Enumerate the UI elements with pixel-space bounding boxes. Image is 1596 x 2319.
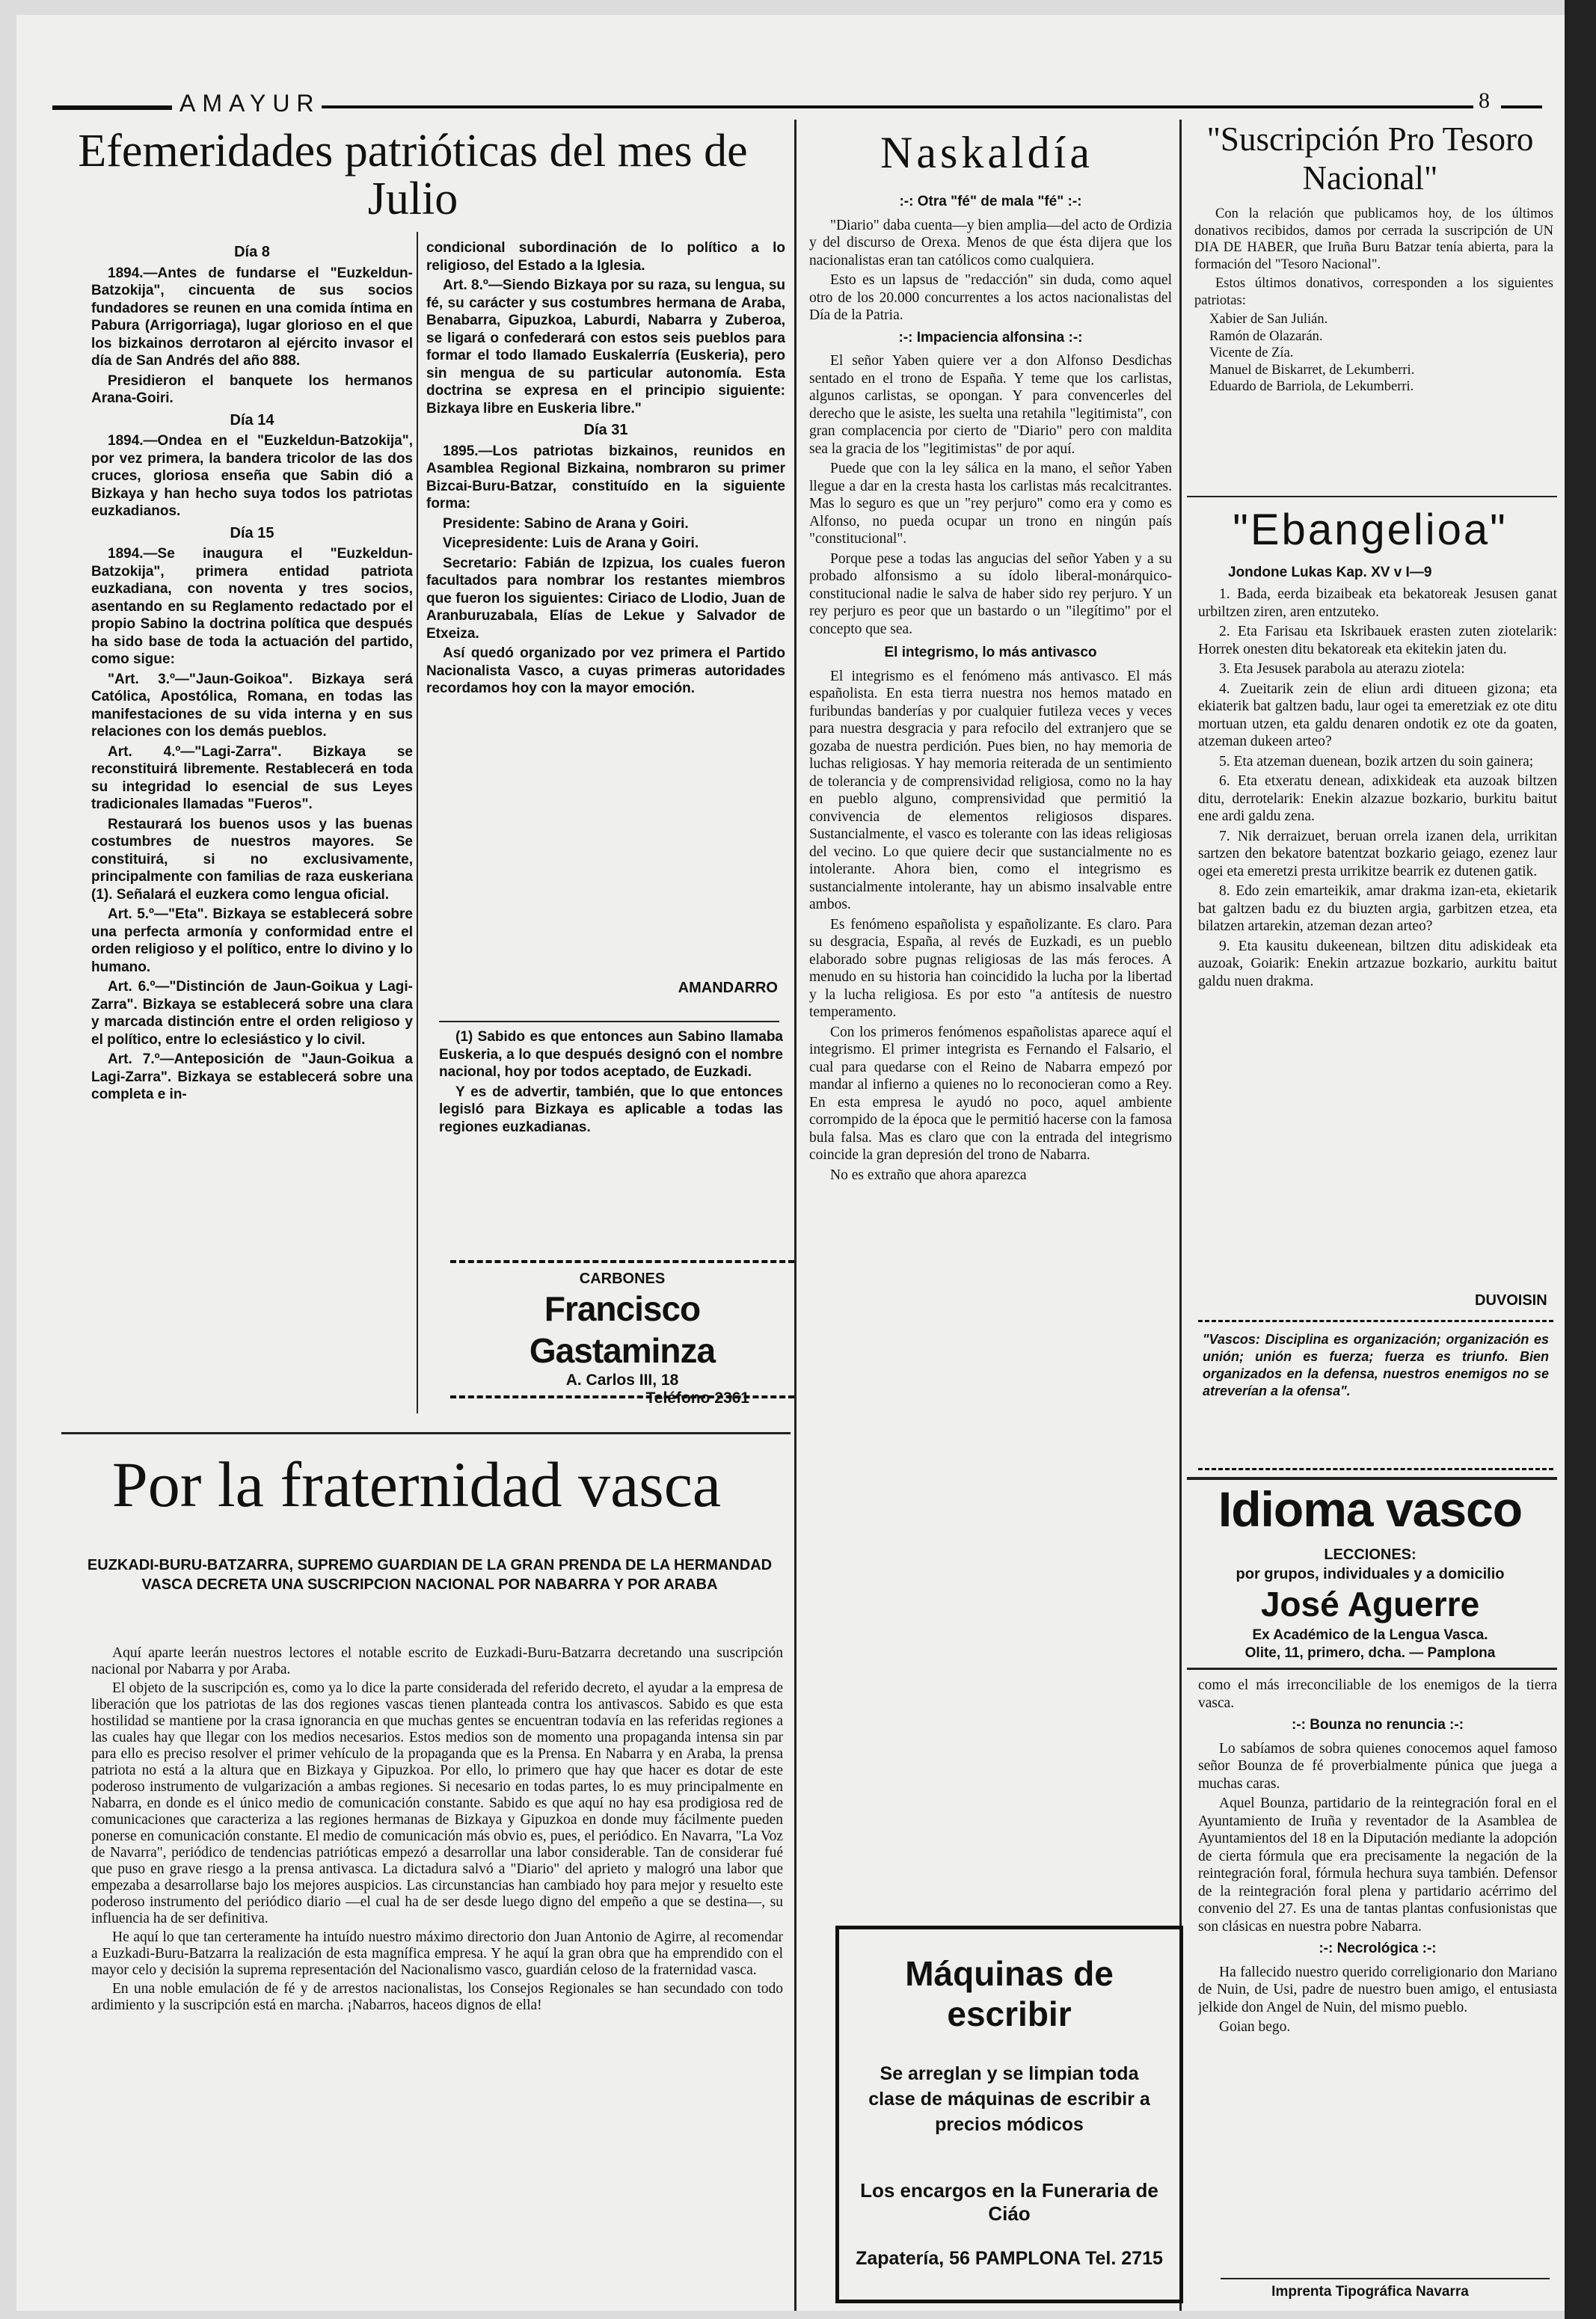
idioma-rule (1187, 1477, 1557, 1480)
footnote-1: (1) Sabido es que entonces aun Sabino llamaba Euskeria, a lo que después designó con el nombre nacional, hoy por todos aceptado, de Euzkadi. (439, 1029, 783, 1080)
header-rule-right (322, 105, 1473, 108)
bounza-paragraph: Aquel Bounza, partidario de la reintegración foral en el Ayuntamiento de Iruña y reventador de la Asamblea de Ayuntamientos del 18 en la Diputación mediante la adopción de cierta fórmula que era precisamente la negación de la reintegración foral, fórmula hechura suya también. Defensor de la reintegración foral plena y partidario acérrimo del convenio del 27. Es una de tantas plantas confusionistas que son clásicas en nuestra pobre Nabarra. (1198, 1796, 1557, 1935)
idioma-title: Idioma vasco (1218, 1481, 1523, 1537)
efemeridades-column-2 (426, 239, 785, 1002)
idioma-academico: Ex Académico de la Lengua Vasca. (1252, 1627, 1488, 1643)
naskaldia-paragraph: El señor Yaben quiere ver a don Alfonso Desdichas sentado en el trono de España. Y teme que los carlistas, algunos carlistas, se opongan. Y para convencerles del derecho que le asiste, les suelta una retahila "legitimista", con gran complacencia por cierto de "Diario" pero con maldita sea la gracia de los "legitimistas" de por aquí. (809, 353, 1172, 457)
efemeride-paragraph: Art. 4.º—"Lagi-Zarra". Bizkaya se reconstituirá libremente. Restablecerá en toda su integridad lo esencial de sus Leyes tradicionales llamadas "Fueros". (91, 743, 413, 812)
efemeride-paragraph: "Art. 3.º—"Jaun-Goikoa". Bizkaya será Católica, Apostólica, Romana, en todas las manifestaciones de su vida interna y en sus relaciones con los demás pueblos. (91, 671, 413, 740)
donor-list (1194, 311, 1553, 396)
suscripcion-intro-2: Estos últimos donativos, corresponden a los siguientes patriotas: (1194, 276, 1553, 308)
donor-name: Eduardo de Barriola, de Lekumberri. (1209, 379, 1414, 394)
gospel-verse: 9. Eta kausitu dukeenean, biltzen ditu adiskideak eta auzoak, Goiarik: Enekin artzazue bozkario, aurkitu baitut galdu nuen drakma. (1198, 938, 1557, 989)
bounza-column (1198, 1677, 1557, 2267)
carbones-phone: Teléfono 2361 (645, 1389, 749, 1407)
efemeridades-footnote (439, 1028, 783, 1253)
header-rule-end (1501, 105, 1542, 108)
idioma-address: Olite, 11, primero, dcha. — Pamplona (1244, 1645, 1496, 1661)
suscripcion-body (1194, 206, 1553, 497)
day-heading: Día 31 (583, 422, 628, 438)
naskaldia-title: Naskaldía (880, 128, 1093, 177)
gospel-verse: 5. Eta atzeman duenean, bozik artzen du soin gainera; (1219, 753, 1534, 770)
footer-rule (1221, 2278, 1550, 2279)
ebangelioa-title: "Ebangelioa" (1233, 506, 1508, 554)
efemeride-paragraph: 1894.—Antes de fundarse el "Euzkeldun-Batzokija", cincuenta de sus socios fundadores se reunen en una comida íntima en Pabura (Arrigorriaga), lugar glorioso en el que los bizkainos derrotaron al ejército invasor el día de San Andrés del año 888. (91, 265, 413, 369)
maquinas-ad (835, 1926, 1183, 2303)
bounza-rule (1187, 1668, 1557, 1670)
gospel-verse: 6. Eta etxeratu denean, adixkideak eta auzoak biltzen ditu, derrotelarik: Enekin alzazue bozkario, burkitu baitut ene ardi galdu zena. (1198, 773, 1557, 824)
section-divider (61, 1432, 791, 1434)
efemeride-paragraph: Art. 5.º—"Eta". Bizkaya se establecerá sobre una perfecta armonía y conformidad entre el orden religioso y el político, entre lo divino y lo humano. (91, 906, 413, 975)
donor-name: Vicente de Zía. (1209, 345, 1294, 360)
efemeride-paragraph: Presidente: Sabino de Arana y Goiri. (443, 515, 689, 532)
efemeride-paragraph: 1895.—Los patriotas bizkainos, reunidos en Asamblea Regional Bizkaina, nombraron su primer Bizcai-Buru-Batzar, constituído en la siguiente forma: (426, 443, 785, 512)
page-number: 8 (1479, 88, 1490, 113)
necrologica-text: Ha fallecido nuestro querido correligionario don Mariano de Nuin, de Usi, padre de nuestro buen amigo, el entusiasta jelkide don Angel de Nuin, del mismo pueblo. (1198, 1964, 1557, 2015)
fraternidad-paragraph: He aquí lo que tan certeramente ha intuído nuestro máximo directorio don Juan Antonio de Agirre, al recomendar a Euzkadi-Buru-Batzarra la realización de esta magnífica empresa. Y he aquí la gran obra que ha emprendido con el mayor celo y decisión la suprema representación del Nacionalismo vasco, guardián celoso de la fraternidad vasca. (91, 1929, 783, 1978)
naskaldia-paragraph: Porque pese a todas las angucias del señor Yaben y a su probado alfonsismo a su ídolo liberal-monárquico-constitucional nadie le salva de haber sido rey perjuro. Y un rey perjuro es peor que un bastardo o un "ilegítimo" por el concepto que sea. (809, 550, 1172, 637)
efemeride-paragraph: 1894.—Ondea en el "Euzkeldun-Batzokija", por vez primera, la bandera tricolor de las dos cruces, gloriosa enseña que Sabin dió a Bizkaya y han hecho suya todos los patriotas euzkadianos. (91, 433, 413, 519)
donor-name: Manuel de Biskarret, de Lekumberri. (1209, 362, 1415, 378)
efemeridades-column-1 (91, 239, 413, 1406)
idioma-lecciones: LECCIONES: (1324, 1546, 1417, 1563)
naskaldia-paragraph: Con los primeros fenómenos españolistas aparece aquí el integrismo. El primer integrista es Fernando el Falsario, el cual para quedarse con el Reino de Nabarra empezó por mandar al infierno a quienes no lo reconocieran como a Rey. En esta empresa le ayudó no poco, aquel ambiente corrompido de la época que le permitió hacerse con la famosa bula falsa. Mas es claro que con la entrada del integrismo coincide la gran depresión del trono de Nabarra. (809, 1024, 1172, 1163)
donor-name: Xabier de San Julián. (1209, 312, 1328, 327)
gospel-verse: 8. Edo zein emarteikik, amar drakma izan-eta, ekietarik bat galtzen badu ez du biuzten argia, garbitzen etzea, eta bilatzen artarekin, atzeman dezan arteo? (1198, 883, 1557, 934)
efemeride-paragraph: condicional subordinación de lo político a lo religioso, del Estado a la Iglesia. (426, 240, 785, 274)
paper-name: AMAYUR (179, 90, 321, 117)
efemeride-paragraph: Restaurará los buenos usos y las buenas costumbres de nuestros mayores. Se constituirá, si no exclusivamente, principalmente con familias de raza euskeriana (1). Señalará el euzkera como lengua oficial. (91, 816, 413, 903)
naskaldia-heading-1: :-: Otra "fé" de mala "fé" :-: (899, 194, 1082, 209)
naskaldia-paragraph: No es extraño que ahora aparezca (830, 1167, 1027, 1183)
idioma-grupos: por grupos, individuales y a domicilio (1236, 1566, 1505, 1582)
gospel-verse: 3. Eta Jesusek parabola au aterazu ziotela: (1219, 661, 1465, 677)
efemeride-paragraph: Secretario: Fabián de Izpizua, los cuales fueron facultados para nombrar los restantes miembros que fueron los siguientes: Ciriaco de Llodio, Juan de Aranburuzabala, Elías de Lekue y Salvador de Etxeiza. (426, 555, 785, 642)
bounza-lead: como el más irreconciliable de los enemigos de la tierra vasca. (1198, 1677, 1557, 1711)
header-rule-left (52, 105, 172, 110)
scan-edge (1565, 0, 1596, 2319)
newspaper-page (16, 15, 1565, 2311)
ebangelioa-verses (1198, 586, 1557, 1288)
fraternidad-title: Por la fraternidad vasca (111, 1449, 722, 1520)
ebangelioa-reference: Jondone Lukas Kap. XV v I—9 (1228, 565, 1432, 580)
day-heading: Día 14 (230, 411, 274, 429)
amandarro-signature: AMANDARRO (678, 980, 778, 996)
efemeride-paragraph: Art. 6.º—"Distinción de Jaun-Goikua y Lagi-Zarra". Bizkaya se establecerá sobre una clara y marcada distinción entre el orden religioso y el político, entre lo eclesiástico y lo civil. (91, 979, 413, 1048)
suscripcion-rule (1187, 496, 1557, 497)
naskaldia-paragraph: El integrismo es el fenómeno más antivasco. El más españolista. En esta tierra nuestra nos hemos matado en furibundas banderías y por cualquier futileza veces y veces para nuestra desgracia y para refocilo del extranjero que se gozaba de nuestra perdición. Pues bien, no hay memoria de luchas religiosas. Y hay memoria reiterada de un sentimiento de tolerancia y de comprensividad religiosa, como no la hay en pueblo alguno, comprensividad que permitió la convivencia de elementos religiosos dispares. Sustancialmente, el vasco es tolerante con las ideas religiosas del vecino. Lo que quiere decir que sustancialmente no es intolerante. Ahora bien, como el integrismo es sustancialmente intolerante, hay un abismo insalvable entre ambos. (809, 668, 1172, 912)
maquinas-title: Máquinas de escribir (905, 1954, 1114, 2033)
vascos-box (1198, 1320, 1553, 1470)
naskaldia-paragraph: "Diario" daba cuenta—y bien amplia—del acto de Ordizia y del discurso de Orexa. Menos de que ésta dijera que los nacionalistas eran tan católicos como cualquiera. (809, 217, 1172, 268)
vascos-text: "Vascos: Disciplina es organización; organización es unión; unión es fuerza; fuerza es triunfo. Bien organizados en la defensa, nuestros enemigos no se atreverían a la ofensa". (1203, 1332, 1549, 1398)
efemeride-paragraph: Así quedó organizado por vez primera el Partido Nacionalista Vasco, a cuyas primeras autoridades recordamos hoy con la mayor emoción. (426, 645, 785, 696)
gospel-verse: 2. Eta Farisau eta Iskribauek erasten zuten ziotelarik: Horrek onesten ditu bekatoreak eta ekitekin jaten du. (1198, 624, 1557, 657)
suscripcion-title: "Suscripción Pro Tesoro Nacional" (1206, 120, 1534, 197)
naskaldia-heading-3: El integrismo, lo más antivasco (884, 645, 1097, 660)
fraternidad-paragraph: Aquí aparte leerán nuestros lectores el notable escrito de Euzkadi-Buru-Batzarra decretando una suscripción nacional por Nabarra y por Araba. (91, 1645, 783, 1677)
gospel-verse: 4. Zueitarik zein de eliun ardi ditueen gizona; eta ekiaterik bat galtzen badu, laur ogei ta emeretziak ez ote ditu mortuan utzen, eta galdu denaren ondotik ez ote da goaten, atzeman dukeen arteo? (1198, 681, 1557, 749)
maquinas-body: Se arreglan y se limpian toda clase de máquinas de escribir a precios módicos (868, 2063, 1150, 2135)
carbones-label: CARBONES (579, 1271, 666, 1287)
carbones-name: Francisco Gastaminza (529, 1289, 716, 1370)
naskaldia-paragraph: Esto es un lapsus de "redacción" sin duda, como aquel otro de los 20.000 concurrentes a los actos nacionalistas del Día de la Patria. (809, 272, 1172, 323)
maquinas-address: Zapatería, 56 PAMPLONA Tel. 2715 (856, 2248, 1163, 2269)
efemeride-paragraph: Art. 7.º—Anteposición de "Jaun-Goikua a Lagi-Zarra". Bizkaya se establecerá sobre una completa e in- (91, 1051, 413, 1102)
efemeride-paragraph: 1894.—Se inaugura el "Euzkeldun-Batzokija", primera entidad patriota euzkadiana, con noventa y tres socios, asentando en su Reglamento redactado por el propio Sabino la doctrina política que después ha sido base de toda la actuación del partido, como sigue: (91, 546, 413, 667)
fraternidad-body (91, 1645, 783, 2296)
goian-bego: Goian bego. (1219, 2019, 1291, 2035)
printer-credit: Imprenta Tipográfica Navarra (1271, 2284, 1469, 2300)
column-rule-center (794, 120, 797, 2311)
duvoisin-signature: DUVOISIN (1475, 1292, 1547, 1309)
day-heading: Día 8 (234, 244, 270, 260)
naskaldia-heading-2: :-: Impaciencia alfonsina :-: (898, 329, 1083, 345)
necrologica-heading: :-: Necrológica :-: (1319, 1941, 1437, 1956)
gospel-verse: 7. Nik derraizuet, beruan orrela izanen dela, urrikitan sartzen den bekatore batentzat bozkario geiago, ezenez laur ogei eta emeretzi presta urrikitze bearrik ez dutenen gatik. (1198, 828, 1557, 879)
day-heading: Día 15 (230, 524, 274, 541)
naskaldia-column (809, 188, 1172, 1688)
naskaldia-paragraph: Puede que con la ley sálica en la mano, el señor Yaben llegue a dar en la cresta hasta los carlistas más recalcitrantes. Mas lo seguro es que un "rey perjuro" como era y como es Alfonso, no pueda ocupar un trono en ningún país "constitucional". (809, 461, 1172, 547)
maquinas-line: Los encargos en la Funeraria de Ciáo (860, 2179, 1158, 2225)
carbones-address: A. Carlos III, 18 (565, 1372, 679, 1389)
efemeridades-title: Efemeridades patrióticas del mes de Julio (78, 126, 748, 224)
idioma-teacher: José Aguerre (1260, 1585, 1480, 1624)
donor-name: Ramón de Olazarán. (1209, 328, 1323, 344)
fraternidad-subtitle: EUZKADI-BURU-BATZARRA, SUPREMO GUARDIAN DE LA GRAN PRENDA DE LA HERMANDAD VASCA DECRETA UNA SUSCRIPCION NACIONAL POR NABARRA Y POR ARABA (87, 1557, 773, 1593)
efemeride-paragraph: Presidieron el banquete los hermanos Arana-Goiri. (91, 372, 413, 406)
fraternidad-paragraph: El objeto de la suscripción es, como ya lo dice la parte considerada del referido decreto, el ayudar a la empresa de liberación que los patriotas de las dos regiones vascas tienen planteada contra los antivascos. Sabido es que esta hostilidad se mantiene por la crasa ignorancia en que muchas gentes se encuentran todavía en las referidas regiones a las cuales hay que llegar con los medios necesarios. Estos medios son de momento una propaganda intensa sin par para ello es preciso resolver el primer vehículo de la propaganda que es la Prensa. En Nabarra y en Araba, la prensa patriota no está a la altura que en Bizkaya y Gipuzkoa. Por ello, lo primero que hay que hacer es dotar de este poderoso instrumento de vulgarización a ambas regiones. Si necesario en todas partes, lo es muy principalmente en Nabarra, en donde es el único medio de comunicación constante. Sabido es que aquí no hay esa prodigiosa red de comunicaciones que caracteriza a las regiones hermanas de Bizkaya y Gipuzkoa en donde muy fácilmente pueden ponerse en comunicación constante. El medio de comunicación más obvio es, pues, el periódico. En Navarra, "La Voz de Navarra", periódico de tendencias patrióticas empezó a desarrollar una labor considerable. Tan de considerar fué que puso en grave riesgo a la prensa antivasca. La dictadura salvó a "Diario" del aprieto y malogró una labor que empezaba a desarrollarse bajo los mejores auspicios. Las circunstancias han cambiado hoy para mejor y resuelto este poderoso instrumento del periódico diario —el cual ha de ser desde luego digno del empeño a que se destina—, su influencia ha de ser definitiva. (91, 1680, 783, 1926)
efemeride-paragraph: Vicepresidente: Luis de Arana y Goiri. (443, 535, 699, 551)
carbones-ad (450, 1260, 794, 1407)
footnote-rule (439, 1021, 779, 1022)
efemeride-paragraph: Art. 8.º—Siendo Bizkaya por su raza, su lengua, su fé, su carácter y sus costumbres hermana de Araba, Benabarra, Gipuzkoa, Laburdi, Nabarra y Zuberoa, se ligará o confederará con estos seis pueblos para formar el todo llamado Euskalerría (Euskeria), pero sin mengua de su particular autonomía. Esta doctrina se expresa en el principio siguiente: Bizkaya libre en Euskeria libre." (426, 277, 785, 417)
bounza-paragraph: Lo sabíamos de sobra quienes conocemos aquel famoso señor Bounza de fé proverbialmente púnica que juega a muchas caras. (1198, 1740, 1557, 1792)
suscripcion-intro: Con la relación que publicamos hoy, de los últimos donativos recibidos, damos por cerrada la suscripción de UN DIA DE HABER, que Iruña Buru Batzar tenía abierta, para la formación del "Tesoro Nacional". (1194, 206, 1553, 272)
fraternidad-paragraph: En una noble emulación de fé y de arrestos nacionalistas, los Consejos Regionales se han secundado con todo ardimiento y la suscripción está en marcha. ¡Nabarros, haceos dignos de ella! (91, 1981, 783, 2013)
gospel-verse: 1. Bada, eerda bizaibeak eta bekatoreak Jesusen ganat urbiltzen ziren, aren entzuteko. (1198, 586, 1557, 620)
column-rule-efemeridades (417, 232, 418, 1413)
bounza-heading: :-: Bounza no renuncia :-: (1291, 1717, 1464, 1733)
footnote-2: Y es de advertir, también, que lo que entonces legisló para Bizkaya es aplicable a todas las regiones euzkadianas. (439, 1084, 783, 1135)
naskaldia-paragraph: Es fenómeno españolista y españolizante. Es claro. Para su desgracia, España, al revés de Euzkadi, es un pueblo elaborado sobre pugnas religiosas de las más feroces. A menudo en su historia han coincidido la lucha por la libertad y la lucha religiosa. Es por esto "a antítesis de nuestro temperamento. (809, 916, 1172, 1020)
